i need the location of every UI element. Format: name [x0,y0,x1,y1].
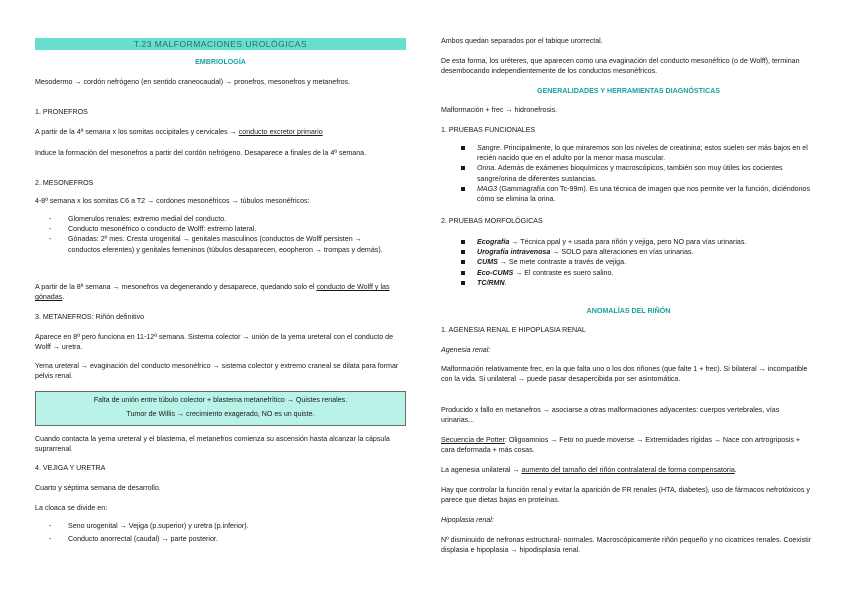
subheading-hipoplasia: Hipoplasia renal: [441,516,494,524]
heading-vejiga: 4. VEJIGA Y URETRA [35,464,106,472]
paragraph-metanefros-2: Yema ureteral → evaginación del conducto mesonéfrico → sistema colector y extremo craneal se dilata para formar pelvis renal. [35,362,399,381]
paragraph-potter [441,435,813,455]
page-title: T.23 MALFORMACIONES UROLÓGICAS [35,38,406,50]
item-text: → SOLO para alteraciones en vías urinarias. [550,248,694,257]
item-text: . Además de exámenes bioquímicos y macroscópicos, también son muy útiles los cocientes sangre/orina de diferentes sustancias. [477,164,783,183]
paragraph-funcion: Hay que controlar la función renal y evitar la aparición de FR renales (HTA, diabetes), uso de fármacos nefrotóxicos y parece que dietas bajas en proteínas. [441,486,810,505]
paragraph-hipoplasia: Nº disminuido de nefronas estructural- normales. Macroscópicamente riñón pequeño y no cicatrices renales. Coexistir displasia e hipoplasia → hipodisplasia renal. [441,536,812,555]
list-item: - Conducto anorrectal (caudal) → parte posterior. [35,534,395,544]
item-term: TC/RMN [477,278,505,287]
mesonefros-2-text: A partir de la 8ª semana → mesonefros va degenerando y desaparece, quedando solo el [35,283,317,291]
paragraph-mesonefros-2: A partir de la 8ª semana → mesonefros va degenerando y desaparece, quedando solo el conducto de Wolff y las gónadas. [35,283,390,302]
paragraph-malformacion: Malformación + frec → hidronefrosis. [441,106,558,114]
unilateral-underlined: aumento del tamaño del riñón contralateral de forma compensatoria [521,466,735,474]
paragraph-right-2: De esta forma, los uréteres, que aparecen como una evaginación del conducto mesonéfrico (o de Wolff), terminan desembocando independientemente de los conductos mesonéfricos. [441,57,800,76]
item-text: → El contraste es suero salino. [513,268,614,277]
list-item [441,143,813,163]
paragraph-mesonefros: 4-8ª semana x los somitas C6 a T2 → cordones mesonéfricos → túbulos mesonéfricos: [35,197,310,205]
list-item [441,257,813,267]
item-term: MAG3 [477,184,498,193]
section-heading-generalidades: GENERALIDADES Y HERRAMIENTAS DIAGNÓSTICAS [537,87,720,95]
pronefros-text: A partir de la 4ª semana x los somitas occipitales y cervicales → [35,128,239,136]
paragraph-vejiga-2: La cloaca se divide en: [35,504,108,512]
mesonefros-2-underlined: conducto de Wolff y las gónadas [35,283,390,302]
unilateral-end: . [734,466,737,474]
item-text: (Gammagrafía con Tc-99m). Es una técnica de imagen que nos permite ver la función, diciéndonos cómo se elimina la orina. [477,184,811,204]
list-item [441,163,813,183]
item-text: . Principalmente, lo que miraremos son los niveles de creatinina; estos suelen ser más bajos en el recién nacido que en el adulto por la menor masa muscular. [477,144,808,163]
item-term: Eco-CUMS [477,268,514,277]
list-item [441,247,813,257]
mesonefros-list [35,214,395,255]
item-text: . [504,278,507,287]
potter-text: : Oligoamnios → Feto no puede moverse → Extremidades rígidas → Nace con artrogriposis + cara deformada + más cosas. [441,436,801,455]
item-text: → Técnica ppal y + usada para riñón y vejiga, pero NO para vías urinarias. [509,238,747,246]
paragraph-agenesia-1: Malformación relativamente frec, en la que falta uno o los dos riñones (que falte 1 + frec). Si bilateral → incompatible con la vida. Si unilateral → puede pasar desapercibida por ser asintomática. [441,365,808,384]
highlight-box [35,391,406,426]
heading-funcionales: 1. PRUEBAS FUNCIONALES [441,126,536,134]
heading-mesonefros: 2. MESONEFROS [35,179,94,187]
heading-metanefros: 3. METANEFROS: Riñón definitivo [35,313,145,321]
pronefros-underlined: conducto excretor primario [238,128,323,136]
heading-morfologicas: 2. PRUEBAS MORFOLÓGICAS [441,217,543,225]
box-line-1: Falta de unión entre túbulo colector + blastema metanefrítico → Quistes renales. [93,396,348,404]
box-line-2: Tumor de Willis → crecimiento exagerado, NO es un quiste. [126,410,315,419]
list-item [441,278,813,288]
section-heading-embriologia: EMBRIOLOGÍA [195,58,246,66]
item-term: Urografía intravenosa [477,248,551,257]
item-term: Ecografía [477,238,510,246]
paragraph-unilateral [441,465,816,475]
list-item [441,237,813,247]
heading-agenesia: 1. AGENESIA RENAL E HIPOPLASIA RENAL [441,326,586,334]
paragraph-pronefros-2: Induce la formación del mesonefros a partir del cordón nefrógeno. Desaparece a finales de la 4ª semana. [35,149,367,157]
morfologicas-list [441,237,813,288]
paragraph-metanefros-1: Aparece en 8ª pero funciona en 11-12ª semana. Sistema colector → unión de la yema ureteral con el conducto de Wolff → uretra. [35,333,394,352]
subheading-agenesia: Agenesia renal: [441,346,491,354]
section-heading-anomalias: ANOMALÍAS DEL RIÑÓN [586,307,671,315]
item-term: CUMS [477,258,498,267]
paragraph-right-1: Ambos quedan separados por el tabique urorrectal. [441,37,603,45]
funcionales-list [441,143,813,204]
list-item: - Gónadas: 2º mes. Cresta urogenital → genitales masculinos (conductos de Wolff persisten → conductos eferentes) y genitales femeninos (túbulos desaparecen, eoopheron → trompas y demás). [35,234,395,254]
paragraph-intro: Mesodermo → cordón nefrógeno (en sentido craneocaudal) → pronefros, mesonefros y metanefros. [35,78,351,86]
item-text: → Se mete contraste a través de vejiga. [497,258,627,267]
paragraph-agenesia-2: Producido x fallo en metanefros → asociarse a otras malformaciones adyacentes: cuerpos vertebrales, vías urinarias... [441,406,780,425]
unilateral-text: La agenesia unilateral → [441,466,522,474]
list-item: - Glomerulos renales: extremo medial del conducto. [35,214,395,224]
paragraph-vejiga-1: Cuarto y séptima semana de desarrollo. [35,484,161,492]
item-term: Orina [477,164,495,173]
list-item [441,184,813,204]
list-item: - Seno urogenital → Vejiga (p.superior) y uretra (p.inferior). [35,521,395,531]
potter-term: Secuencia de Potter [441,436,505,444]
paragraph-after-box: Cuando contacta la yema ureteral y el blastema, el metanefros comienza su ascensión hasta alcanzar la cápsula suprarrenal. [35,435,390,454]
list-item: - Conducto mesonéfrico o conducto de Wolff: extremo lateral. [35,224,395,234]
list-item [441,268,813,278]
paragraph-pronefros-1 [35,127,405,137]
heading-pronefros: 1. PRONEFROS [35,108,88,116]
item-term: Sangre [477,144,500,152]
vejiga-list [35,521,395,544]
